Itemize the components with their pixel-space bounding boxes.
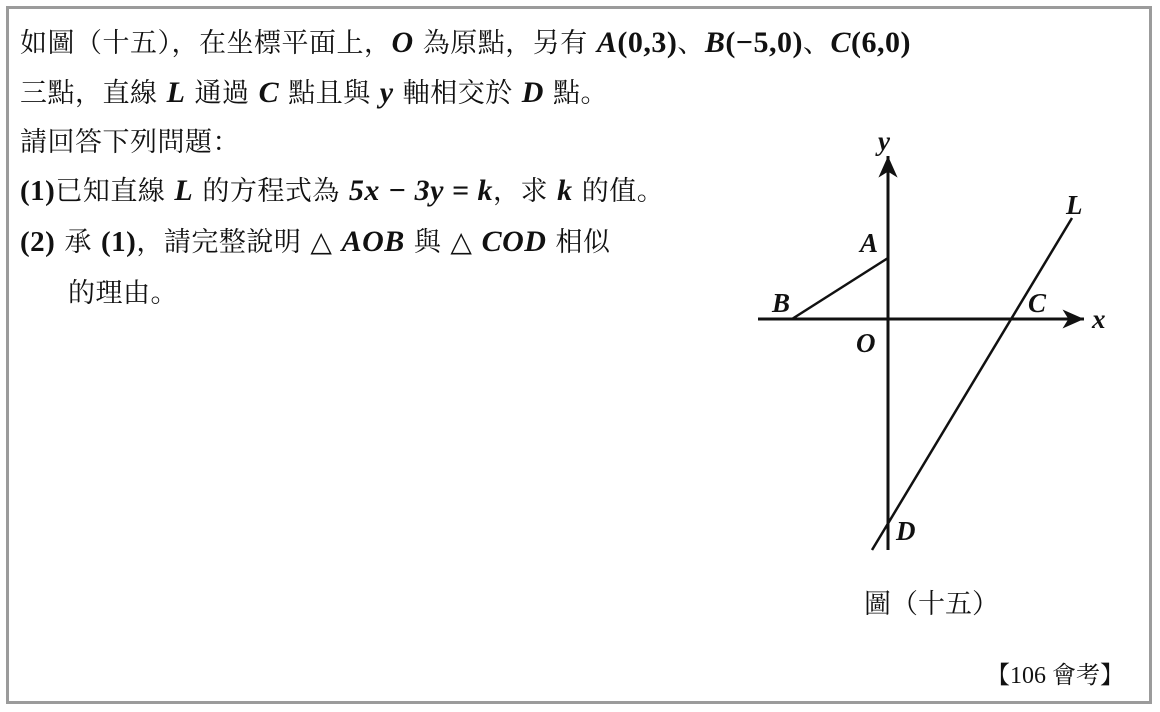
text: 與 <box>404 227 451 258</box>
text: 點。 <box>543 78 609 109</box>
text: ，求 <box>493 176 558 207</box>
label-o: O <box>856 328 876 358</box>
text: 點且與 <box>279 78 380 109</box>
text: 承 <box>55 227 101 258</box>
point-a: A <box>596 26 618 59</box>
problem-line-3: 請回答下列問題： <box>20 127 240 158</box>
question-1 <box>20 174 664 209</box>
text: 如圖（十五），在坐標平面上， <box>20 28 392 59</box>
point-d: D <box>521 76 544 109</box>
source-tag: 【106 會考】 <box>986 663 1124 689</box>
text: 已知直線 <box>55 176 175 207</box>
text: 軸相交於 <box>393 78 522 109</box>
x-axis-label: x <box>1092 304 1106 334</box>
line-l: L <box>166 76 186 109</box>
label-d: D <box>896 516 916 546</box>
point-b: B <box>704 26 726 59</box>
point-c: C <box>258 76 280 109</box>
label-c: C <box>1028 288 1047 318</box>
coord-c: (6,0) <box>850 26 911 59</box>
separator: 、 <box>677 28 705 59</box>
text: 通過 <box>185 78 259 109</box>
question-number: (2) <box>20 226 56 258</box>
coordinate-figure <box>740 120 1120 570</box>
text: ，請完整說明 <box>136 227 311 258</box>
text: 的值。 <box>572 176 665 207</box>
triangle-symbol: △ <box>310 225 333 258</box>
text: 三點，直線 <box>20 78 167 109</box>
triangle-aob: AOB <box>341 225 405 258</box>
coord-b: (−5,0) <box>725 26 803 59</box>
label-a: A <box>860 228 879 258</box>
k-var: k <box>557 174 573 207</box>
y-axis-label: y <box>878 126 890 156</box>
text: 相似 <box>546 227 611 258</box>
segment-ab <box>792 258 888 319</box>
point-o: O <box>391 26 414 59</box>
question-reference: (1) <box>101 226 137 258</box>
triangle-symbol: △ <box>450 225 473 258</box>
label-b: B <box>772 288 791 318</box>
y-var: y <box>379 76 394 109</box>
text: 的方程式為 <box>193 176 349 207</box>
line-l <box>872 218 1072 550</box>
coord-a: (0,3) <box>617 26 678 59</box>
equation: 5x − 3y = k <box>348 174 494 207</box>
problem-line-1 <box>20 26 911 61</box>
line-l: L <box>174 174 194 207</box>
label-l: L <box>1066 190 1083 220</box>
problem-line-2 <box>20 76 608 111</box>
triangle-cod: COD <box>481 225 547 258</box>
point-c: C <box>830 26 851 59</box>
question-number: (1) <box>20 175 56 207</box>
separator: 、 <box>802 28 831 59</box>
question-2 <box>20 225 611 260</box>
figure-caption: 圖（十五） <box>864 589 999 620</box>
text: 為原點，另有 <box>413 28 597 59</box>
question-2-continued: 的理由。 <box>68 278 178 309</box>
